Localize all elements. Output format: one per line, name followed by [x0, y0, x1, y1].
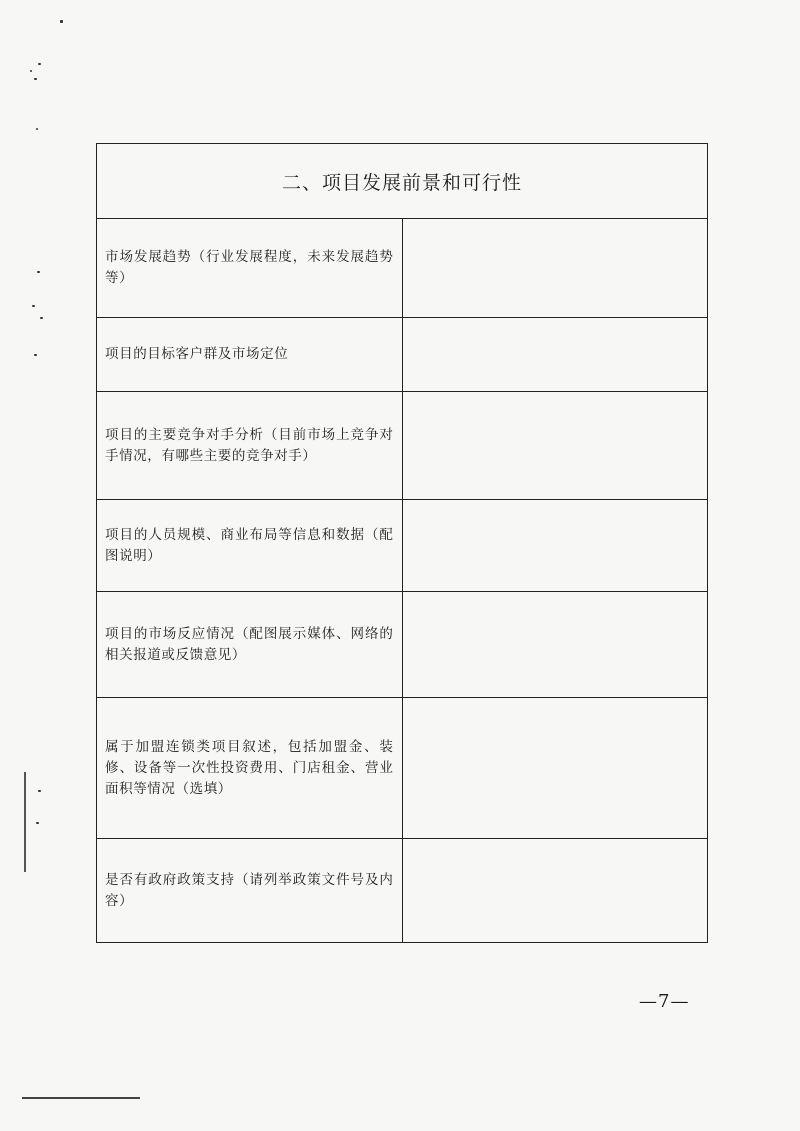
section-title: 二、项目发展前景和可行性 — [97, 144, 708, 219]
scan-speck — [36, 822, 39, 824]
scan-speck — [38, 63, 41, 65]
field-label-franchise-info: 属于加盟连锁类项目叙述，包括加盟金、装修、设备等一次性投资费用、门店租金、营业面积等情况（选填） — [97, 698, 403, 839]
field-label-policy-support: 是否有政府政策支持（请列举政策文件号及内容） — [97, 839, 403, 943]
field-value-target-customers[interactable] — [402, 318, 708, 392]
feasibility-form-table — [96, 143, 708, 943]
scan-speck — [32, 305, 35, 307]
scan-edge-mark — [22, 1097, 140, 1099]
form-row — [97, 392, 708, 500]
form-row — [97, 500, 708, 592]
field-label-competitors: 项目的主要竞争对手分析（目前市场上竞争对手情况，有哪些主要的竞争对手） — [97, 392, 403, 500]
scan-speck — [34, 354, 37, 356]
field-label-staff-scale: 项目的人员规模、商业布局等信息和数据（配图说明） — [97, 500, 403, 592]
field-value-franchise-info[interactable] — [402, 698, 708, 839]
form-row — [97, 839, 708, 943]
scan-speck — [40, 317, 43, 319]
form-row — [97, 698, 708, 839]
form-row — [97, 592, 708, 698]
scan-speck — [34, 78, 37, 80]
scan-speck — [38, 790, 41, 792]
scan-speck — [30, 70, 32, 72]
field-label-market-response: 项目的市场反应情况（配图展示媒体、网络的相关报道或反馈意见） — [97, 592, 403, 698]
field-value-staff-scale[interactable] — [402, 500, 708, 592]
page-number: —7— — [639, 991, 690, 1012]
field-value-market-trend[interactable] — [402, 219, 708, 318]
form-row — [97, 318, 708, 392]
scan-edge-mark — [24, 772, 26, 872]
scan-speck — [37, 271, 40, 273]
scan-speck — [60, 20, 63, 23]
field-value-competitors[interactable] — [402, 392, 708, 500]
field-label-market-trend: 市场发展趋势（行业发展程度，未来发展趋势等） — [97, 219, 403, 318]
field-value-market-response[interactable] — [402, 592, 708, 698]
field-label-target-customers: 项目的目标客户群及市场定位 — [97, 318, 403, 392]
scan-speck — [36, 128, 38, 130]
field-value-policy-support[interactable] — [402, 839, 708, 943]
form-row — [97, 219, 708, 318]
